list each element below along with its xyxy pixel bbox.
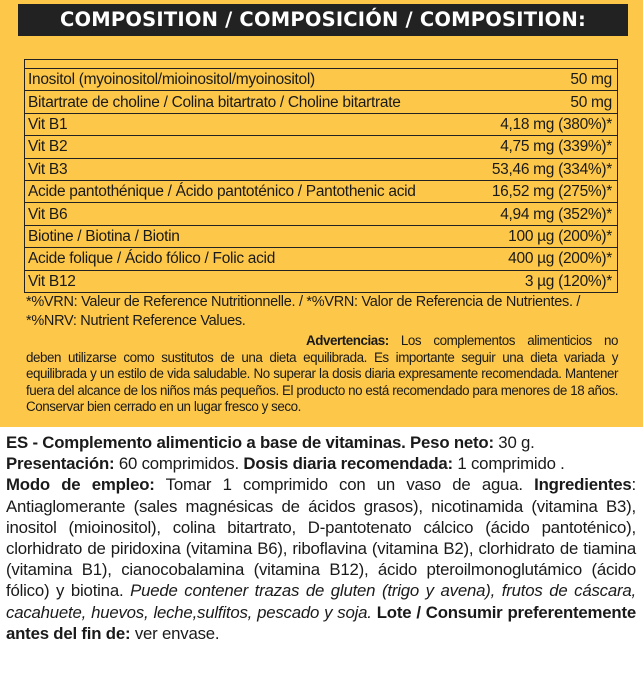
table-row [25, 181, 617, 203]
table-row [25, 226, 617, 248]
ingredient-name: Vit B2 [28, 138, 68, 156]
ingredient-name: Vit B6 [28, 205, 68, 223]
ingredient-name: Vit B3 [28, 160, 68, 178]
warnings-block [26, 333, 618, 416]
es-usage-value: Tomar 1 comprimido con un vaso de agua. [154, 475, 535, 495]
es-dose-value: 1 comprimido . [452, 454, 565, 474]
es-ingredients-value: : Antiaglomerante (sales magnésicas de ácidos grasos), nicotinamida (vitamina B3), inositol (mioinositol), colina bitartrato, D-pantotenato cálcico (ácido pantoténico), clorhidrato de piridoxina (vitamina B6), riboflavina (vitamina B2), clorhidrato de tiamina (vitamina B1), cianocobalamina (vitamina B12), ácido pteroilmonoglutámico (ácido fólico) y biotina. [6, 475, 637, 601]
es-intro: ES - Complemento alimenticio a base de vitaminas. Peso neto: [6, 433, 494, 452]
ingredient-amount: 50 mg [570, 71, 612, 89]
table-row [25, 69, 617, 91]
es-lot-label: Lote / Consumir preferentemente antes del fin de: [6, 602, 636, 643]
warnings-title: Advertencias: [306, 333, 389, 348]
table-row [25, 159, 617, 181]
ingredient-amount: 50 mg [570, 93, 612, 111]
warnings-text: Los complementos alimenticios no deben utilizarse como sustitutos de una dieta equilibrada. Es importante seguir una dieta variada y equilibrada y un estilo de vida saludable. No superar la dosis diaria expresamente recomendada. Mantener fuera del alcance de los niños más pequeños. El producto no está recomendado para menores de 18 años. Conservar bien cerrado en un lugar fresco y seco. [26, 333, 618, 415]
es-presentation-value: 60 comprimidos. [114, 454, 244, 474]
es-lot-value: ver envase. [130, 623, 220, 643]
ingredient-amount: 4,75 mg (339%)* [500, 138, 612, 156]
ingredient-name: Bitartrate de choline / Colina bitartrato / Choline bitartrate [28, 93, 401, 111]
es-presentation-label: Presentación: [6, 454, 115, 474]
table-row [25, 271, 617, 293]
ingredient-amount: 4,94 mg (352%)* [500, 205, 612, 223]
ingredient-name: Vit B12 [28, 272, 76, 290]
ingredient-amount: 400 µg (200%)* [508, 250, 612, 268]
ingredient-amount: 3 µg (120%)* [524, 272, 612, 290]
ingredient-amount: 4,18 mg (380%)* [500, 115, 612, 133]
es-dose-label: Dosis diaria recomendada: [243, 454, 453, 474]
es-net-weight: 30 g. [493, 433, 535, 452]
ingredient-amount: 16,52 mg (275%)* [491, 183, 612, 201]
ingredient-name: Inositol (myoinositol/mioinositol/myoinositol) [28, 71, 315, 89]
composition-title: COMPOSITION / COMPOSICIÓN / COMPOSITION: [18, 4, 628, 36]
table-row [25, 114, 617, 136]
ingredient-name: Acide pantothénique / Ácido pantoténico / Pantothenic acid [28, 183, 416, 201]
table-row [25, 203, 617, 225]
es-ingredients-label: Ingredientes [534, 475, 632, 495]
es-allergens: Puede contener trazas de gluten (trigo y avena), frutos de cáscara, cacahuete, huevos, leche,sulfitos, pescado y soja. [6, 581, 636, 622]
table-row [25, 248, 617, 270]
table-header-row [25, 60, 617, 69]
composition-table [24, 59, 618, 293]
ingredient-amount: 100 µg (200%)* [508, 227, 612, 245]
table-row [25, 91, 617, 113]
ingredient-amount: 53,46 mg (334%)* [491, 160, 612, 178]
ingredient-name: Vit B1 [28, 115, 68, 133]
vrn-footnote: *%VRN: Valeur de Reference Nutritionnelle. / *%VRN: Valor de Referencia de Nutrientes. / *%NRV: Nutrient Reference Values. [26, 294, 581, 329]
table-row [25, 136, 617, 158]
ingredient-name: Acide folique / Ácido fólico / Folic acid [28, 250, 276, 268]
ingredient-name: Biotine / Biotina / Biotin [28, 227, 180, 245]
spanish-label-text [6, 432, 636, 644]
es-usage-label: Modo de empleo: [6, 475, 155, 495]
